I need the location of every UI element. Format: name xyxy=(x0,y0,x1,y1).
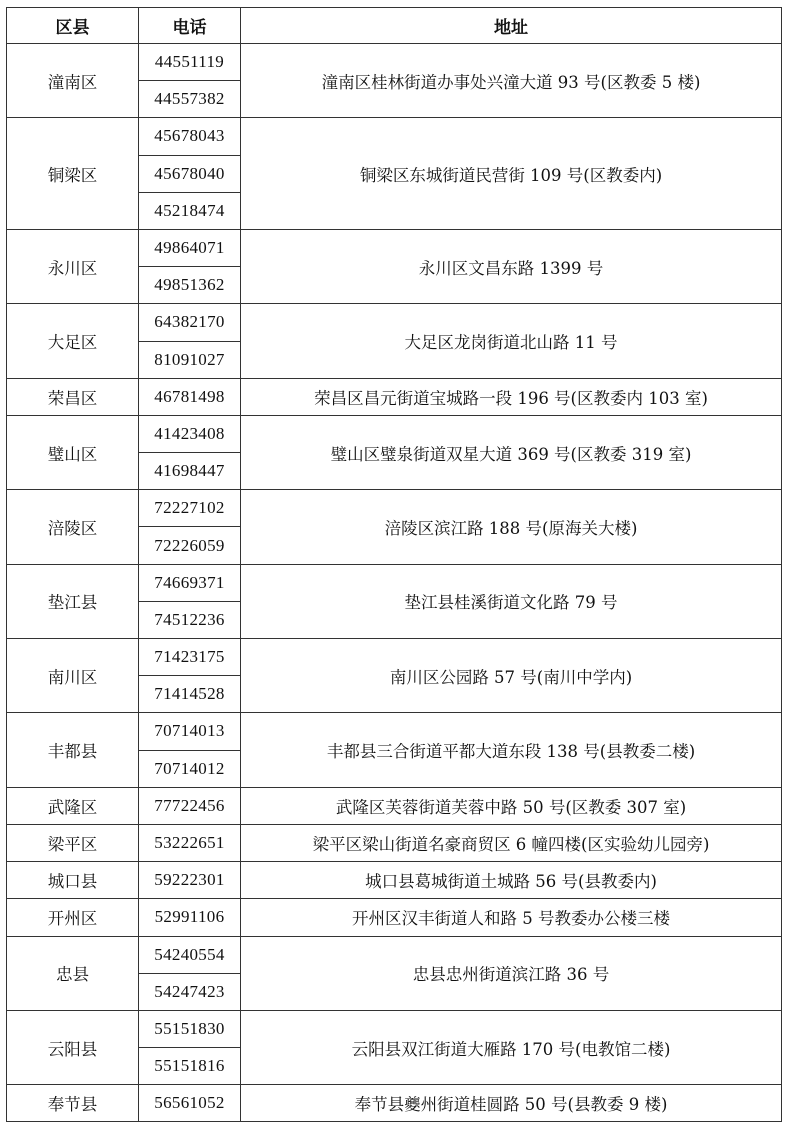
phone-cell: 81091027 xyxy=(139,341,241,378)
address-cell: 涪陵区滨江路 188 号(原海关大楼) xyxy=(241,490,782,564)
table-row xyxy=(7,304,782,341)
table-row xyxy=(7,899,782,936)
address-cell: 城口县葛城街道土城路 56 号(县教委内) xyxy=(241,862,782,899)
phone-cell: 74669371 xyxy=(139,564,241,601)
address-cell: 潼南区桂林街道办事处兴潼大道 93 号(区教委 5 楼) xyxy=(241,44,782,118)
address-cell: 丰都县三合街道平都大道东段 138 号(县教委二楼) xyxy=(241,713,782,787)
header-phone: 电话 xyxy=(139,8,241,44)
phone-cell: 71423175 xyxy=(139,639,241,676)
district-cell: 铜梁区 xyxy=(7,118,139,230)
district-cell: 云阳县 xyxy=(7,1010,139,1084)
address-cell: 大足区龙岗街道北山路 11 号 xyxy=(241,304,782,378)
address-cell: 铜梁区东城街道民营街 109 号(区教委内) xyxy=(241,118,782,230)
district-cell: 潼南区 xyxy=(7,44,139,118)
district-cell: 武隆区 xyxy=(7,787,139,824)
phone-cell: 44551119 xyxy=(139,44,241,81)
address-cell: 垫江县桂溪街道文化路 79 号 xyxy=(241,564,782,638)
contact-table xyxy=(6,7,782,1122)
table-row xyxy=(7,490,782,527)
table-row xyxy=(7,564,782,601)
address-cell: 忠县忠州街道滨江路 36 号 xyxy=(241,936,782,1010)
address-cell: 云阳县双江街道大雁路 170 号(电教馆二楼) xyxy=(241,1010,782,1084)
district-cell: 大足区 xyxy=(7,304,139,378)
phone-cell: 46781498 xyxy=(139,378,241,415)
phone-cell: 52991106 xyxy=(139,899,241,936)
phone-cell: 54240554 xyxy=(139,936,241,973)
phone-cell: 72227102 xyxy=(139,490,241,527)
district-cell: 奉节县 xyxy=(7,1085,139,1122)
address-cell: 永川区文昌东路 1399 号 xyxy=(241,229,782,303)
table-row xyxy=(7,787,782,824)
phone-cell: 49864071 xyxy=(139,229,241,266)
table-row xyxy=(7,378,782,415)
phone-cell: 55151830 xyxy=(139,1010,241,1047)
phone-cell: 45678040 xyxy=(139,155,241,192)
district-cell: 忠县 xyxy=(7,936,139,1010)
phone-cell: 53222651 xyxy=(139,824,241,861)
address-cell: 开州区汉丰街道人和路 5 号教委办公楼三楼 xyxy=(241,899,782,936)
header-district: 区县 xyxy=(7,8,139,44)
district-cell: 开州区 xyxy=(7,899,139,936)
phone-cell: 41698447 xyxy=(139,453,241,490)
table-row xyxy=(7,862,782,899)
phone-cell: 70714013 xyxy=(139,713,241,750)
district-cell: 璧山区 xyxy=(7,415,139,489)
district-cell: 荣昌区 xyxy=(7,378,139,415)
table-row xyxy=(7,415,782,452)
district-cell: 涪陵区 xyxy=(7,490,139,564)
phone-cell: 45678043 xyxy=(139,118,241,155)
district-cell: 永川区 xyxy=(7,229,139,303)
district-cell: 垫江县 xyxy=(7,564,139,638)
table-row xyxy=(7,44,782,81)
phone-cell: 45218474 xyxy=(139,192,241,229)
district-cell: 城口县 xyxy=(7,862,139,899)
table-row xyxy=(7,936,782,973)
phone-cell: 41423408 xyxy=(139,415,241,452)
table-row xyxy=(7,118,782,155)
phone-cell: 74512236 xyxy=(139,601,241,638)
address-cell: 璧山区璧泉街道双星大道 369 号(区教委 319 室) xyxy=(241,415,782,489)
address-cell: 梁平区梁山街道名豪商贸区 6 幢四楼(区实验幼儿园旁) xyxy=(241,824,782,861)
phone-cell: 49851362 xyxy=(139,267,241,304)
address-cell: 武隆区芙蓉街道芙蓉中路 50 号(区教委 307 室) xyxy=(241,787,782,824)
table-row xyxy=(7,713,782,750)
table-row xyxy=(7,1085,782,1122)
table-row xyxy=(7,1010,782,1047)
district-cell: 南川区 xyxy=(7,639,139,713)
table-row xyxy=(7,229,782,266)
phone-cell: 64382170 xyxy=(139,304,241,341)
phone-cell: 54247423 xyxy=(139,973,241,1010)
phone-cell: 72226059 xyxy=(139,527,241,564)
table-row xyxy=(7,639,782,676)
address-cell: 南川区公园路 57 号(南川中学内) xyxy=(241,639,782,713)
address-cell: 荣昌区昌元街道宝城路一段 196 号(区教委内 103 室) xyxy=(241,378,782,415)
header-row xyxy=(7,8,782,44)
district-cell: 丰都县 xyxy=(7,713,139,787)
address-cell: 奉节县夔州街道桂圆路 50 号(县教委 9 楼) xyxy=(241,1085,782,1122)
phone-cell: 55151816 xyxy=(139,1048,241,1085)
table-body xyxy=(7,44,782,1122)
district-cell: 梁平区 xyxy=(7,824,139,861)
phone-cell: 71414528 xyxy=(139,676,241,713)
table-header xyxy=(7,8,782,44)
phone-cell: 59222301 xyxy=(139,862,241,899)
table-row xyxy=(7,824,782,861)
header-address: 地址 xyxy=(241,8,782,44)
phone-cell: 77722456 xyxy=(139,787,241,824)
phone-cell: 70714012 xyxy=(139,750,241,787)
phone-cell: 44557382 xyxy=(139,81,241,118)
phone-cell: 56561052 xyxy=(139,1085,241,1122)
